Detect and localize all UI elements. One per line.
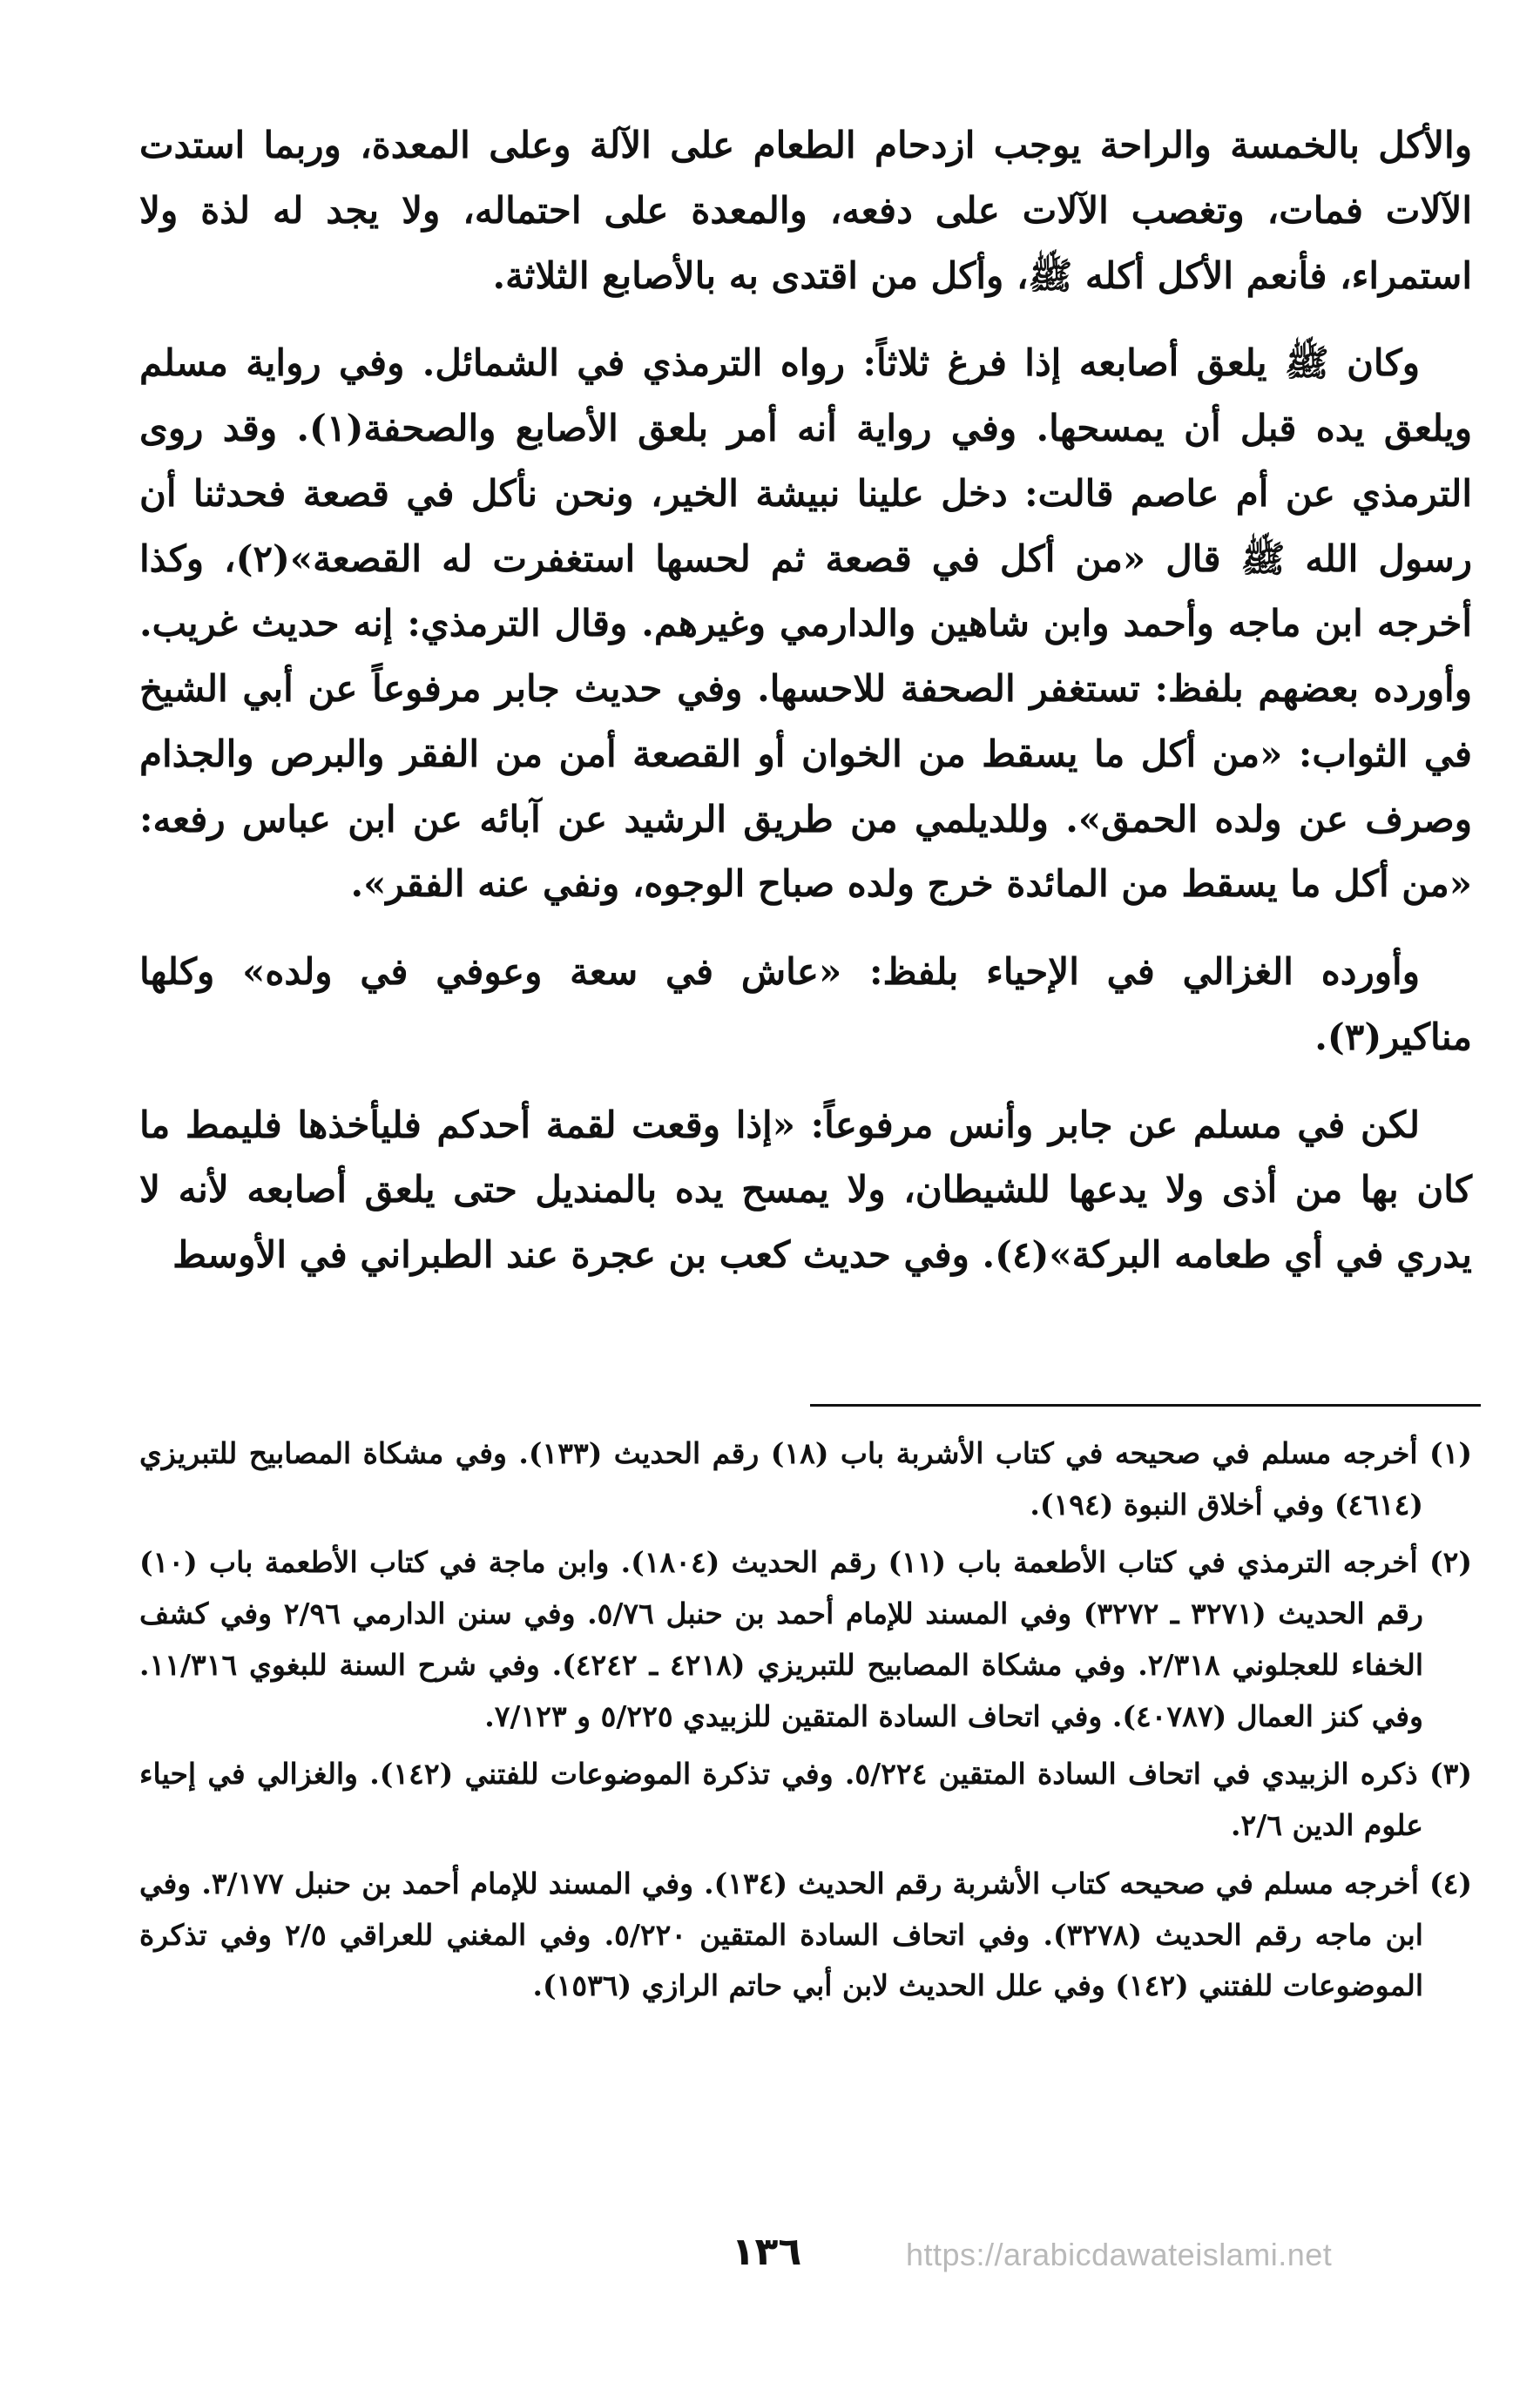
page-number: ١٣٦ <box>731 2230 802 2274</box>
main-text <box>139 113 1472 1311</box>
paragraph-4: لكن في مسلم عن جابر وأنس مرفوعاً: «إذا وقعت لقمة أحدكم فليأخذها فليمط ما كان بها من أذى ولا يدعها للشيطان، ولا يمسح يده بالمنديل حتى يلعق أصابعه لأنه لا يدري في أي طعامه البركة»(٤). وفي حديث كعب بن عجرة عند الطبراني في الأوسط <box>139 1103 1472 1276</box>
footnote-3: (٣) ذكره الزبيدي في اتحاف السادة المتقين ٥/٢٢٤. وفي تذكرة الموضوعات للفتني (١٤٢). والغزالي في إحياء علوم الدين ٢/٦. <box>139 1757 1472 1843</box>
footnote-1: (١) أخرجه مسلم في صحيحه في كتاب الأشربة باب (١٨) رقم الحديث (١٣٣). وفي مشكاة المصابيح للتبريزي (٤٦١٤) وفي أخلاق النبوة (١٩٤). <box>139 1436 1473 1522</box>
footnote-2: (٢) أخرجه الترمذي في كتاب الأطعمة باب (١١) رقم الحديث (١٨٠٤). وابن ماجة في كتاب الأطعمة باب (١٠) رقم الحديث (٣٢٧١ ـ ٣٢٧٢) وفي المسند للإمام أحمد بن حنبل ٥/٧٦. وفي سنن الدارمي ٢/٩٦ وفي كشف الخفاء للعجلوني ٢/٣١٨. وفي مشكاة المصابيح للتبريزي (٤٢١٨ ـ ٤٢٤٢). وفي شرح السنة للبغوي ١١/٣١٦. وفي كنز العمال (٤٠٧٨٧). وفي اتحاف السادة المتقين للزبيدي ٥/٢٢٥ و ٧/١٢٣. <box>139 1545 1472 1733</box>
footnote-divider <box>810 1404 1481 1407</box>
paragraph-3: وأورده الغزالي في الإحياء بلفظ: «عاش في سعة وعوفي في ولده» وكلها مناكير(٣). <box>139 950 1472 1058</box>
watermark-url: https://arabicdawateislami.net <box>906 2237 1333 2272</box>
footnote-4: (٤) أخرجه مسلم في صحيحه كتاب الأشربة رقم الحديث (١٣٤). وفي المسند للإمام أحمد بن حنبل ٣/١٧٧. وفي ابن ماجه رقم الحديث (٣٢٧٨). وفي اتحاف السادة المتقين ٥/٢٢٠. وفي المغني للعراقي ٢/٥ وفي تذكرة الموضوعات للفتني (١٤٢) وفي علل الحديث لابن أبي حاتم الرازي (١٥٣٦). <box>139 1866 1472 2003</box>
paragraph-1: والأكل بالخمسة والراحة يوجب ازدحام الطعام على الآلة وعلى المعدة، وربما استدت الآلات فمات، وتغصب الآلات على دفعه، والمعدة على احتماله، ولا يجد له لذة ولا استمراء، فأنعم الأكل أكله ﷺ، وأكل من اقتدى به بالأصابع الثلاثة. <box>139 124 1472 297</box>
footnotes <box>139 1428 1472 2019</box>
paragraph-2: وكان ﷺ يلعق أصابعه إذا فرغ ثلاثاً: رواه الترمذي في الشمائل. وفي رواية مسلم ويلعق يده قبل أن يمسحها. وفي رواية أنه أمر بلعق الأصابع والصحفة(١). وقد روى الترمذي عن أم عاصم قالت: دخل علينا نبيشة الخير، ونحن نأكل في قصعة فحدثنا أن رسول الله ﷺ قال «من أكل في قصعة ثم لحسها استغفرت له القصعة»(٢)، وكذا أخرجه ابن ماجه وأحمد وابن شاهين والدارمي وغيرهم. وقال الترمذي: إنه حديث غريب. وأورده بعضهم بلفظ: تستغفر الصحفة للاحسها. وفي حديث جابر مرفوعاً عن أبي الشيخ في الثواب: «من أكل ما يسقط من الخوان أو القصعة أمن من الفقر والبرص والجذام وصرف عن ولده الحمق». وللديلمي من طريق الرشيد عن آبائه عن ابن عباس رفعه: «من أكل ما يسقط من المائدة خرج ولده صباح الوجوه، ونفي عنه الفقر». <box>139 341 1473 906</box>
